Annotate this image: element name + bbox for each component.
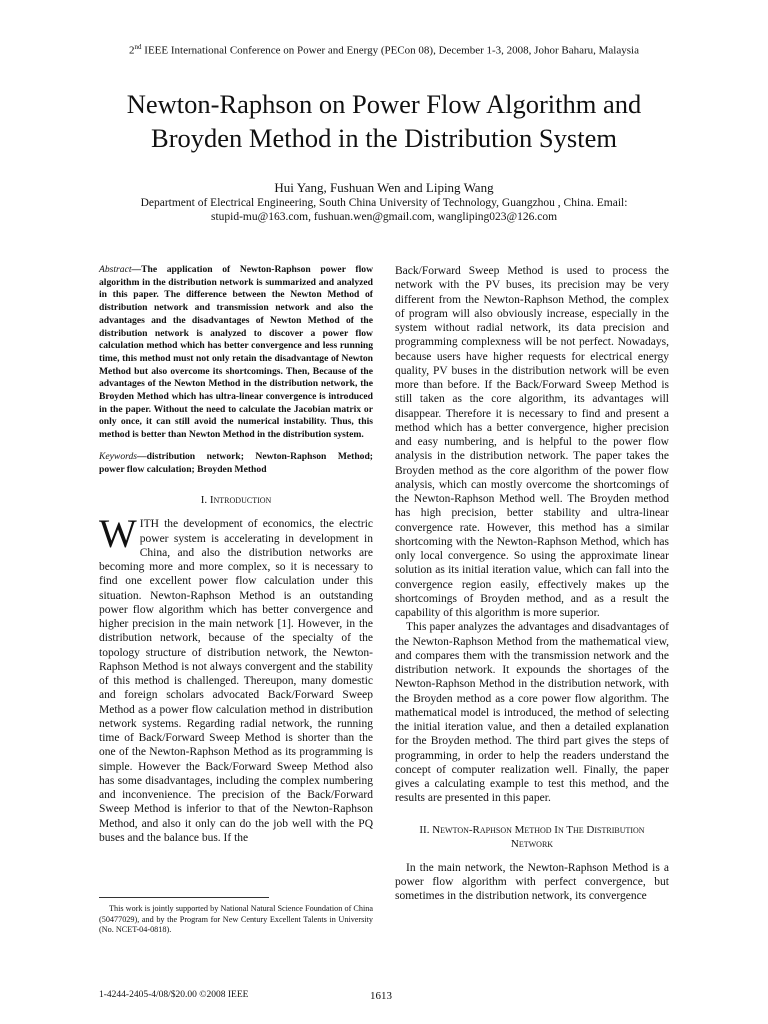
abstract-label: Abstract xyxy=(99,264,132,275)
intro-paragraph-text: ITH the development of economics, the electric power system is accelerating in development in China, and also the distribution networks are becoming more and more complex, so it is necessary to find one excellent power flow calculation under this situation. Newton-Raphson Method is an outstanding power flow algorithm which has better convergence and higher precision in the main network [1]. However, in the distribution network, because of the specialty of the topology structure of distribution network, the Newton-Raphson Method is not always convergent and the stability of this method is challenged. Thereupon, many domestic and foreign scholars advocated Back/Forward Sweep Method as a power flow calculation method in distribution network systems. Regarding radial network, the running time of Back/Forward Sweep Method is shorter than the one of the Newton-Raphson Method as its programming is simple. However the Back/Forward Sweep Method also has some disadvantages, including the complex numbering and inconvenience. The precision of the Back/Forward Sweep Method is inferior to that of the Newton-Raphson Method, and also it only can do the job well with the PQ buses and the balance bus. If the xyxy=(99,518,373,844)
section-title-line-1: Newton-Raphson Method In The Distribution xyxy=(432,823,645,836)
page-number: 1613 xyxy=(370,990,392,1002)
section-title: Introduction xyxy=(209,494,272,507)
keywords-label: Keywords xyxy=(99,450,138,462)
footnote: This work is jointly supported by National Natural Science Foundation of China (50477029), and by the Program for New Century Excellent Talents in University (No. NCET-04-0818). xyxy=(99,904,373,935)
keywords-text: —distribution network; Newton-Raphson Method; power flow calculation; Broyden Method xyxy=(99,450,373,475)
section-heading-introduction xyxy=(99,493,373,507)
authors: Hui Yang, Fushuan Wen and Liping Wang xyxy=(274,180,494,195)
conference-ordinal: 2 xyxy=(129,44,135,57)
affiliation xyxy=(100,196,668,224)
paper-title xyxy=(60,87,708,155)
affiliation-emails: stupid-mu@163.com, fushuan.wen@gmail.com, wangliping023@126.com xyxy=(210,211,558,223)
intro-paragraph-continued: Back/Forward Sweep Method is used to process the network with the PV buses, its precision may be very different from the Newton-Raphson Method, the complex of program will also obviously increase, especially in the system without radial network, its data precision and programming complexness will be not perfect. Nowadays, because users have higher requests for electrical energy quality, PV buses in the distribution network will be even more than before. If the Back/Forward Sweep Method is still taken as the core algorithm, its advantages will disappear. Therefore it is necessary to find and present a method which has a better convergence, higher precision and easy numbering, and is helpful to the power flow analysis in the distribution network. The paper takes the Broyden method as the core algorithm of the power flow analysis, which can mostly overcome the shortcomings of the Newton-Raphson Method well. The Broyden method has high precision, better stability and ultra-linear convergence rate. However, this method has a similar shortcoming with the Newton-Raphson Method, which has only local convergence. So using the approximate linear solution as its initial iteration value, which can fall into the convergence region easily, effectively makes up the shortcomings of Broyden method, and as a result the capability of this algorithm is more superior. xyxy=(395,265,669,619)
footnote-divider xyxy=(99,897,269,898)
conference-name: IEEE International Conference on Power and Energy (PECon 08), December 1-3, 2008, Johor Baharu, Malaysia xyxy=(144,44,639,57)
title-line-1: Newton-Raphson on Power Flow Algorithm and xyxy=(126,89,642,119)
section-title-line-2: Network xyxy=(510,837,554,850)
right-column xyxy=(395,264,669,903)
drop-cap: W xyxy=(99,511,137,557)
conference-ordinal-suffix: nd xyxy=(134,43,142,51)
section-heading-newton-raphson xyxy=(395,823,669,851)
keywords xyxy=(99,451,373,476)
affiliation-line-1: Department of Electrical Engineering, South China University of Technology, Guangzhou , China. Email: xyxy=(140,197,628,209)
conference-header xyxy=(0,43,768,57)
isbn-copyright: 1-4244-2405-4/08/$20.00 ©2008 IEEE xyxy=(99,990,249,1000)
intro-paragraph-2: This paper analyzes the advantages and disadvantages of the Newton-Raphson Method from the mathematical view, and compares them with the transmission network and the distribution network. It expounds the shortages of the Newton-Raphson Method in the distribution network, with the Broyden method as a core power flow algorithm. The mathematical model is introduced, the method of selecting the initial iteration value, and then a detailed explanation for the Broyden method. The third part gives the steps of programming, in order to help the readers understand the concept of computer realization well. Finally, the paper gives a calculating example to test this method, and the results are presented in this paper. xyxy=(395,621,669,805)
title-line-2: Broyden Method in the Distribution System xyxy=(151,123,617,153)
section-number: II. xyxy=(419,823,430,836)
section2-paragraph: In the main network, the Newton-Raphson Method is a power flow algorithm with perfect convergence, but sometimes in the distribution network, its convergence xyxy=(395,861,669,902)
abstract xyxy=(99,264,373,442)
section-number: I. xyxy=(200,494,208,507)
abstract-text: —The application of Newton-Raphson power flow algorithm in the distribution network is summarized and analyzed in this paper. The difference between the Newton Method of distribution network and transmission network and also the advantages and the disadvantages of Newton Method of the distribution network is analyzed to discover a power flow calculation method which has better convergence and less running time, this method must not only retain the disadvantage of Newton Method but also overcome its shortcomings. Then, Because of the advantages of the Newton Method in the distribution network, the Broyden Method which has ultra-linear convergence is introduced in the paper. Without the need to calculate the Jacobian matrix or only once, it can still avoid the numerical instability. Thus, this method is better than Newton Method in the distribution system. xyxy=(99,264,373,441)
intro-paragraph xyxy=(99,511,373,845)
left-column xyxy=(99,264,373,845)
